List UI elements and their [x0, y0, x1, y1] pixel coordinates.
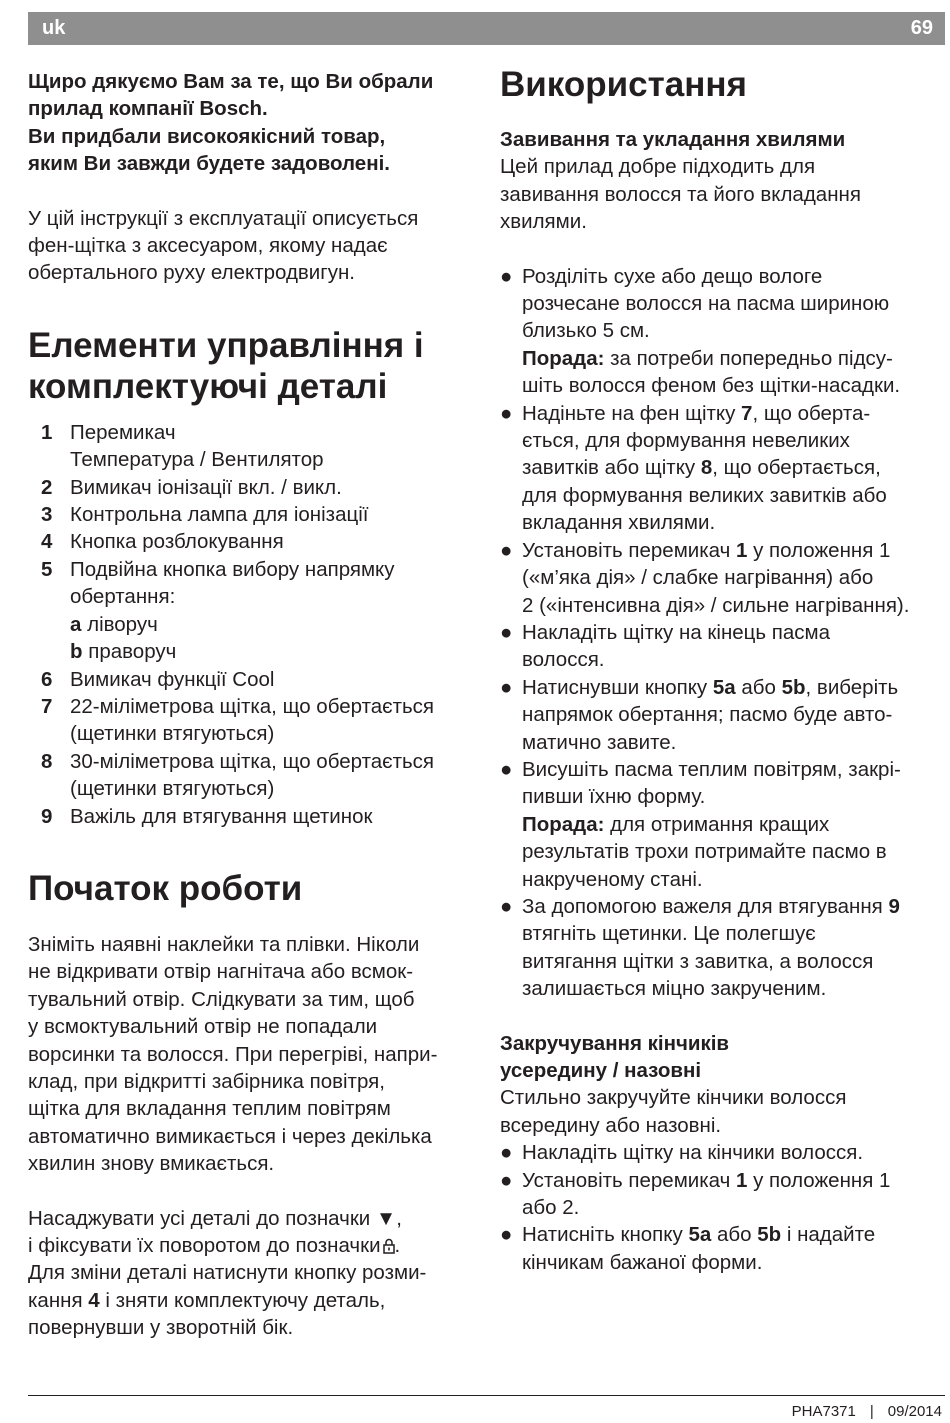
list-item: 7 22-міліметрова щітка, що обертається (щетинки втягуються) — [41, 694, 435, 746]
components-list — [28, 419, 473, 830]
list-item: 6 Вимикач функції Cool — [41, 667, 275, 691]
list-item: ● Накладіть щітку на кінець пасма волосся. — [500, 620, 831, 672]
footer — [792, 1403, 942, 1421]
list-item: 2 Вимикач іонізації вкл. / викл. — [41, 475, 342, 499]
intro-text: У цій інструкції з експлуатації описується фен-щітка з аксесуаром, якому надає обертального руху електродвигун. — [28, 206, 419, 285]
footer-separator: | — [869, 1403, 874, 1420]
subsection-intro-curling: Цей прилад добре підходить для завивання волосся та його вкладання хвилями. — [500, 155, 861, 234]
footer-date: 09/2014 — [887, 1403, 942, 1420]
language-code: uk — [42, 17, 66, 39]
subsection-title-tips: Закручування кінчиків усередину / назовні — [500, 1031, 730, 1082]
section-title-components: Елементи управління і комплектуючі деталі — [28, 325, 424, 406]
list-item: 5 Подвійна кнопка вибору напрямку обертання: a ліворуч b праворуч — [41, 557, 395, 664]
start-paragraph-2: Насаджувати усі деталі до позначки ▼, і фіксувати їх поворотом до позначки . Для зміни деталі натиснути кнопку розми- кання 4 і зняти комплектуючу деталь, повернувши у зворотній бік. — [28, 1206, 427, 1340]
list-item: ● Натисніть кнопку 5a або 5b і надайте кінчикам бажаної форми. — [500, 1223, 876, 1274]
model-number: PHA7371 — [791, 1403, 856, 1420]
page-number: 69 — [910, 17, 933, 39]
footer-divider — [28, 1395, 945, 1396]
section-title-start: Початок роботи — [28, 868, 303, 908]
list-item: ● Надіньте на фен щітку 7, що оберта- ється, для формування невеликих завитків або щітку 8, що обертається, для формування великих завитків або вкладання хвилями. — [500, 401, 887, 535]
list-item: ● Висушіть пасма теплим повітрям, закрі- пивши їхню форму. Порада: для отримання кращих результатів трохи потримайте пасмо в накрученому стані. — [500, 757, 901, 891]
list-item: ● За допомогою важеля для втягування 9 втягніть щетинки. Це полегшує витягання щітки з завитка, а волосся залишається міцно закрученим. — [500, 894, 900, 1001]
right-column — [500, 60, 940, 1276]
lock-icon — [383, 1238, 395, 1254]
list-item: 1 Перемикач Температура / Вентилятор — [41, 420, 324, 472]
list-item: ● Накладіть щітку на кінчики волосся. — [500, 1141, 864, 1165]
section-title-usage: Використання — [500, 65, 747, 104]
list-item: ● Установіть перемикач 1 у положення 1 або 2. — [500, 1168, 891, 1220]
intro-bold: Щиро дякуємо Вам за те, що Ви обрали прилад компанії Bosch. Ви придбали високоякісний товар, яким Ви завжди будете задоволені. — [28, 70, 434, 176]
list-item: 8 30-міліметрова щітка, що обертається (щетинки втягуються) — [41, 749, 435, 801]
list-item: ● Розділіть сухе або дещо вологе розчесане волосся на пасма шириною близько 5 см. Порада: за потреби попередньо підсу- шіть волосся феном без щітки-насадки. — [500, 264, 901, 398]
list-item: 9 Важіль для втягування щетинок — [41, 804, 373, 828]
left-column — [28, 60, 473, 1342]
list-item: ● Установіть перемикач 1 у положення 1 («м’яка дія» / слабке нагрівання) або 2 («інтенсивна дія» / сильне нагрівання). — [500, 538, 910, 617]
curling-steps-list — [500, 263, 940, 1003]
list-item: 4 Кнопка розблокування — [41, 530, 284, 554]
subsection-intro-tips: Стильно закручуйте кінчики волосся всередину або назовні. — [500, 1086, 847, 1137]
tips-steps-list — [500, 1139, 940, 1276]
subsection-title-curling: Завивання та укладання хвилями — [500, 128, 846, 151]
header-bar — [28, 12, 945, 45]
start-paragraph-1: Зніміть наявні наклейки та плівки. Ніколи не відкривати отвір нагнітача або всмок- тувальний отвір. Слідкувати за тим, щоб у всмоктувальний отвір не попадали ворсинки та волосся. При перегріві, напри- клад, при відкритті забірника повітря, щітка для вкладання теплим повітрям автоматично вимикається і через декілька хвилин знову вмикається. — [28, 932, 438, 1176]
list-item: ● Натиснувши кнопку 5a або 5b, виберіть напрямок обертання; пасмо буде авто- матично завите. — [500, 675, 899, 754]
list-item: 3 Контрольна лампа для іонізації — [41, 503, 369, 527]
